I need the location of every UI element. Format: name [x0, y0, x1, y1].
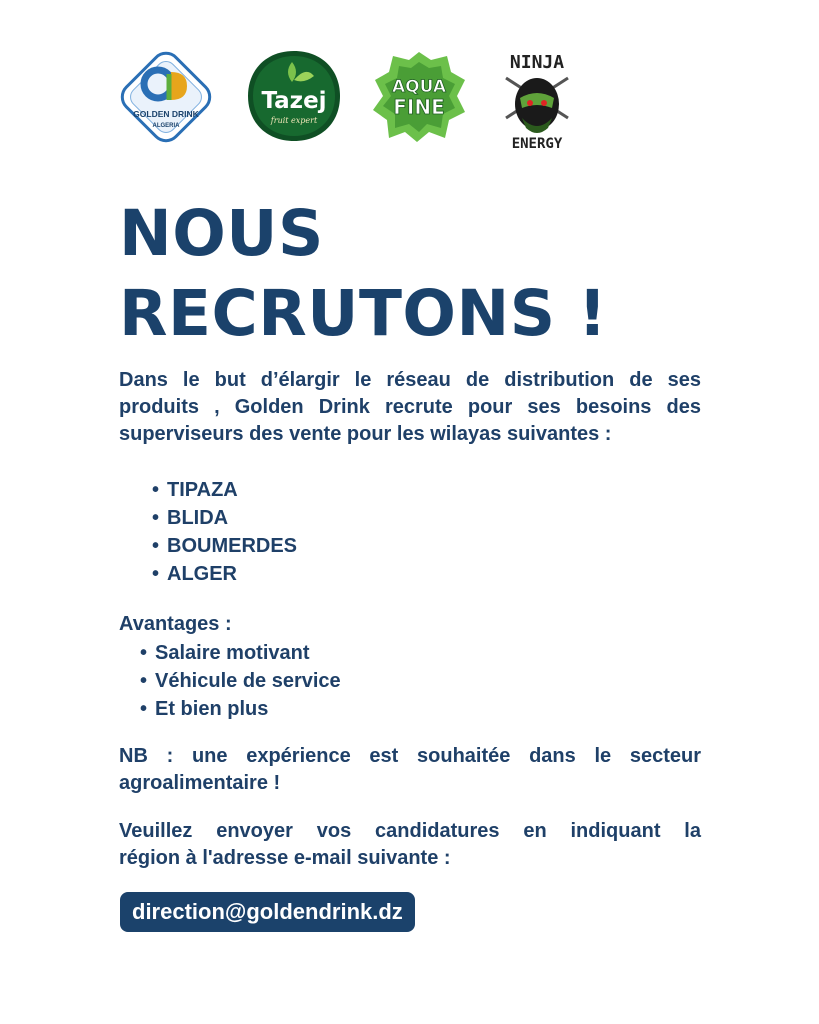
aqua-fine-line2: FINE [393, 95, 445, 119]
list-item: • ALGER [152, 560, 297, 588]
intro-line-3: superviseurs des vente pour les wilayas suivantes : [119, 423, 612, 445]
wilayas-list [152, 476, 297, 588]
intro-line-2: produits , Golden Drink recrute pour ses besoins des [119, 396, 701, 418]
golden-drink-name: GOLDEN DRINK [133, 109, 199, 119]
avantages-label: Avantages : [119, 613, 232, 635]
ninja-top: NINJA [509, 52, 565, 73]
golden-drink-logo [113, 44, 219, 150]
apply-instructions [119, 818, 701, 872]
aqua-fine-line1: AQUA [391, 77, 447, 97]
contact-email[interactable]: direction@goldendrink.dz [120, 892, 415, 932]
list-item: • TIPAZA [152, 476, 297, 504]
list-item: • BLIDA [152, 504, 297, 532]
tazej-logo [244, 48, 344, 144]
nb-line-2: agroalimentaire ! [119, 772, 281, 794]
avantages-list [140, 639, 341, 723]
intro-line-1: Dans le but d’élargir le réseau de distribution de ses [119, 369, 701, 391]
nb-note [119, 743, 701, 797]
intro-paragraph [119, 367, 701, 448]
apply-line-2: région à l'adresse e-mail suivante : [119, 847, 451, 869]
brand-logos [0, 44, 819, 156]
apply-line-1: Veuillez envoyer vos candidatures en indiquant la [119, 820, 701, 842]
list-item: • Salaire motivant [140, 639, 341, 667]
list-item: • Véhicule de service [140, 667, 341, 695]
golden-drink-sub: ALGERIA [152, 123, 180, 129]
list-item: • BOUMERDES [152, 532, 297, 560]
tazej-tagline: fruit expert [270, 116, 318, 125]
nb-line-1: NB : une expérience est souhaitée dans le secteur [119, 745, 701, 767]
page-title [119, 194, 607, 354]
title-line-2: RECRUTONS ! [119, 277, 608, 350]
list-item: • Et bien plus [140, 695, 341, 723]
aqua-fine-logo [371, 50, 467, 144]
ninja-bottom: ENERGY [511, 136, 563, 152]
ninja-energy-logo [496, 48, 578, 154]
tazej-name: Tazej [261, 88, 327, 114]
title-line-1: NOUS [119, 197, 324, 270]
